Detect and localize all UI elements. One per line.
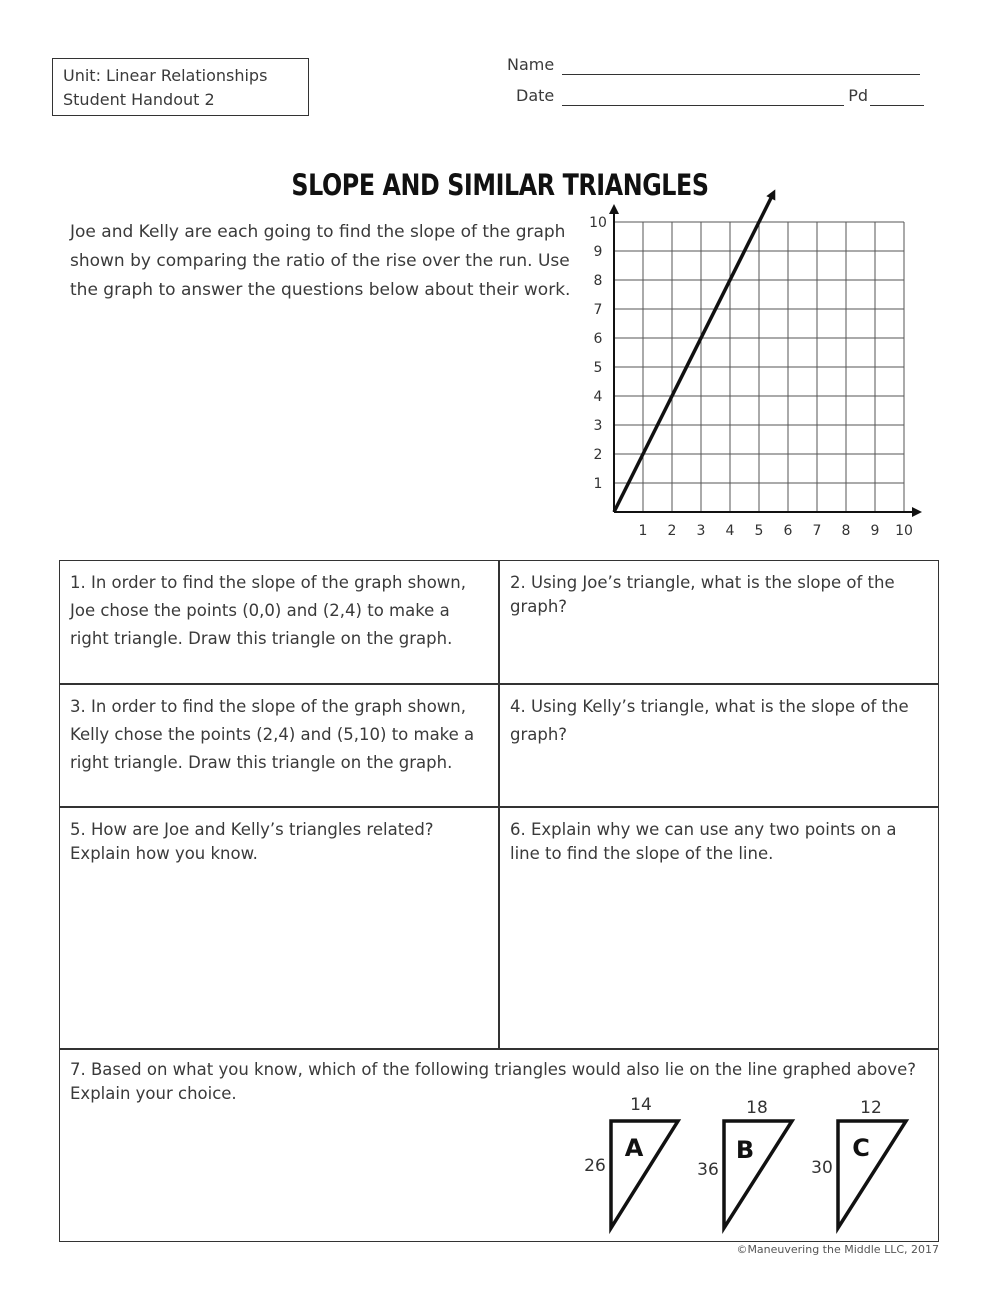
x-tick-label: 9 xyxy=(870,523,880,539)
page-title: SLOPE AND SIMILAR TRIANGLES xyxy=(291,168,709,202)
triangle-c-side: 30 xyxy=(811,1158,833,1178)
y-tick-label: 3 xyxy=(593,418,603,434)
y-tick-label: 4 xyxy=(593,389,603,405)
graph-series xyxy=(614,193,774,512)
question-2-text: 2. Using Joe’s triangle, what is the slope of the graph? xyxy=(510,573,895,616)
question-4-text: 4. Using Kelly’s triangle, what is the slope of the graph? xyxy=(510,697,909,744)
y-tick-label: 1 xyxy=(593,476,603,492)
x-tick-label: 10 xyxy=(895,523,913,539)
y-tick-label: 10 xyxy=(589,215,607,231)
coordinate-graph[interactable] xyxy=(570,185,930,550)
x-tick-label: 3 xyxy=(696,523,706,539)
copyright-footer: ©Maneuvering the Middle LLC, 2017 xyxy=(736,1243,939,1256)
x-tick-label: 4 xyxy=(725,523,735,539)
graph-tick-labels xyxy=(589,215,913,539)
question-4-cell[interactable] xyxy=(500,685,938,806)
y-tick-label: 6 xyxy=(593,331,603,347)
question-7-text: 7. Based on what you know, which of the following triangles would also lie on the line graphed above? Explain your choice. xyxy=(70,1060,916,1103)
question-2-cell[interactable] xyxy=(500,563,938,683)
name-blank[interactable] xyxy=(562,56,920,75)
pd-blank[interactable] xyxy=(870,87,924,106)
question-3-cell[interactable] xyxy=(60,685,498,806)
handout-label: Student Handout 2 xyxy=(63,90,215,109)
triangle-b-side: 36 xyxy=(697,1160,719,1180)
y-tick-label: 8 xyxy=(593,273,603,289)
triangle-a-label: A xyxy=(624,1134,644,1162)
question-3-text: 3. In order to find the slope of the graph shown, Kelly chose the points (2,4) and (5,10) to make a right triangle. Draw this triangle on the graph. xyxy=(70,697,475,772)
date-field[interactable] xyxy=(516,86,924,106)
triangle-c-top: 12 xyxy=(860,1098,882,1118)
x-tick-label: 7 xyxy=(812,523,822,539)
triangle-a-top: 14 xyxy=(630,1095,652,1115)
question-5-text: 5. How are Joe and Kelly’s triangles related? Explain how you know. xyxy=(70,820,434,863)
graph-axes xyxy=(614,208,918,512)
intro-paragraph: Joe and Kelly are each going to find the slope of the graph shown by comparing the ratio of the rise over the run. Use the graph to answer the questions below about their work. xyxy=(70,222,571,300)
x-tick-label: 6 xyxy=(783,523,793,539)
triangle-a[interactable] xyxy=(584,1095,678,1228)
y-tick-label: 5 xyxy=(593,360,603,376)
question-6-text: 6. Explain why we can use any two points on a line to find the slope of the line. xyxy=(510,820,897,863)
triangle-b-top: 18 xyxy=(746,1098,768,1118)
question-5-cell[interactable] xyxy=(60,810,498,1048)
divider xyxy=(60,806,938,808)
name-label: Name xyxy=(507,55,555,74)
question-1-cell[interactable] xyxy=(60,561,498,683)
triangle-c-label: C xyxy=(852,1134,870,1162)
y-tick-label: 7 xyxy=(593,302,603,318)
graph-grid xyxy=(614,222,904,512)
pd-label: Pd xyxy=(848,86,869,105)
graph-line xyxy=(614,193,774,512)
name-field[interactable] xyxy=(507,55,920,75)
x-tick-label: 2 xyxy=(667,523,677,539)
x-tick-label: 1 xyxy=(638,523,648,539)
x-tick-label: 5 xyxy=(754,523,764,539)
triangle-b-label: B xyxy=(735,1136,755,1164)
date-label: Date xyxy=(516,86,555,105)
y-tick-label: 2 xyxy=(593,447,603,463)
triangle-c[interactable] xyxy=(811,1098,906,1228)
triangle-a-side: 26 xyxy=(584,1156,606,1176)
triangle-b[interactable] xyxy=(697,1098,792,1228)
y-tick-label: 9 xyxy=(593,244,603,260)
question-6-cell[interactable] xyxy=(500,810,938,1048)
unit-label: Unit: Linear Relationships xyxy=(63,66,268,85)
unit-info-box xyxy=(52,58,309,116)
answer-triangles xyxy=(575,1090,945,1235)
date-blank[interactable] xyxy=(562,87,844,106)
question-1-text: 1. In order to find the slope of the graph shown, Joe chose the points (0,0) and (2,4) to make a right triangle. Draw this triangle on the graph. xyxy=(70,573,467,648)
x-tick-label: 8 xyxy=(841,523,851,539)
